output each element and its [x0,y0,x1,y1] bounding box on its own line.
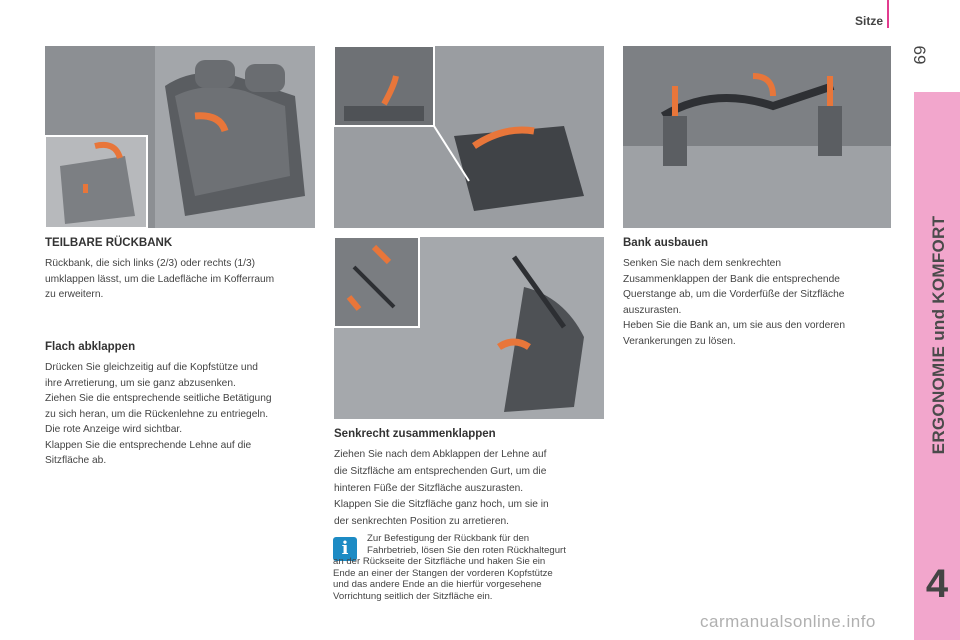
chapter-number: 4 [925,562,949,606]
info-icon: i [333,537,357,561]
heading-senkrecht-zusammenklappen: Senkrecht zusammenklappen [334,428,496,440]
photo-vertical-fold [334,237,604,419]
paragraph-bank-ausbauen: Senken Sie nach dem senkrechten Zusammenklappen der Bank die entsprechende Querstange ab, um die Vorderfüße der Sitzfläche auszurasten. Heben Sie die Bank an, um sie aus den vorderen Verankerungen zu lösen. [623,258,846,347]
watermark: carmanualsonline.info [700,612,876,631]
photo-bench-removal [623,46,891,228]
info-note-text: Zur Befestigung der Rückbank für den Fahrbetrieb, lösen Sie den roten Rückhaltegurt an der Rückseite der Sitzfläche und haken Sie ein Ende an einer der Stangen der vorderen Kopfstütze und das andere Ende an die hierfür vorgesehene Vorrichtung seitlich der Sitzfläche ein. [333,533,566,602]
chapter-title: ERGONOMIE und KOMFORT [929,215,948,455]
heading-flach-abklappen: Flach abklappen [45,341,136,353]
paragraph-senkrecht-zusammenklappen: Ziehen Sie nach dem Abklappen der Lehne auf die Sitzfläche am entsprechenden Gurt, um die hinteren Füße der Sitzfläche auszurasten. Klappen Sie die Sitzfläche ganz hoch, um sie in der senkrechten Position zu arretieren. [334,449,549,528]
paragraph-teilbare-rueckbank: Rückbank, die sich links (2/3) oder rechts (1/3) umklappen lässt, um die Ladefläche im Kofferraum zu erweitern. [45,258,275,300]
header-accent-bar [887,0,889,28]
heading-bank-ausbauen: Bank ausbauen [623,237,708,249]
page-number: 69 [910,45,929,65]
chapter-side-tab [914,92,960,640]
heading-teilbare-rueckbank: TEILBARE RÜCKBANK [45,237,173,249]
photo-rear-bench-headrest [45,46,315,228]
header-title: Sitze [855,14,884,28]
photo-folded-seat [334,46,604,228]
paragraph-flach-abklappen: Drücken Sie gleichzeitig auf die Kopfstütze und ihre Arretierung, um sie ganz abzusenken. Ziehen Sie die entsprechende seitliche Betätigung zu sich heran, um die Rückenlehne zu entriegeln. Die rote Anzeige wird sichtbar. Klappen Sie die entsprechende Lehne auf die Sitzfläche ab. [45,362,272,466]
